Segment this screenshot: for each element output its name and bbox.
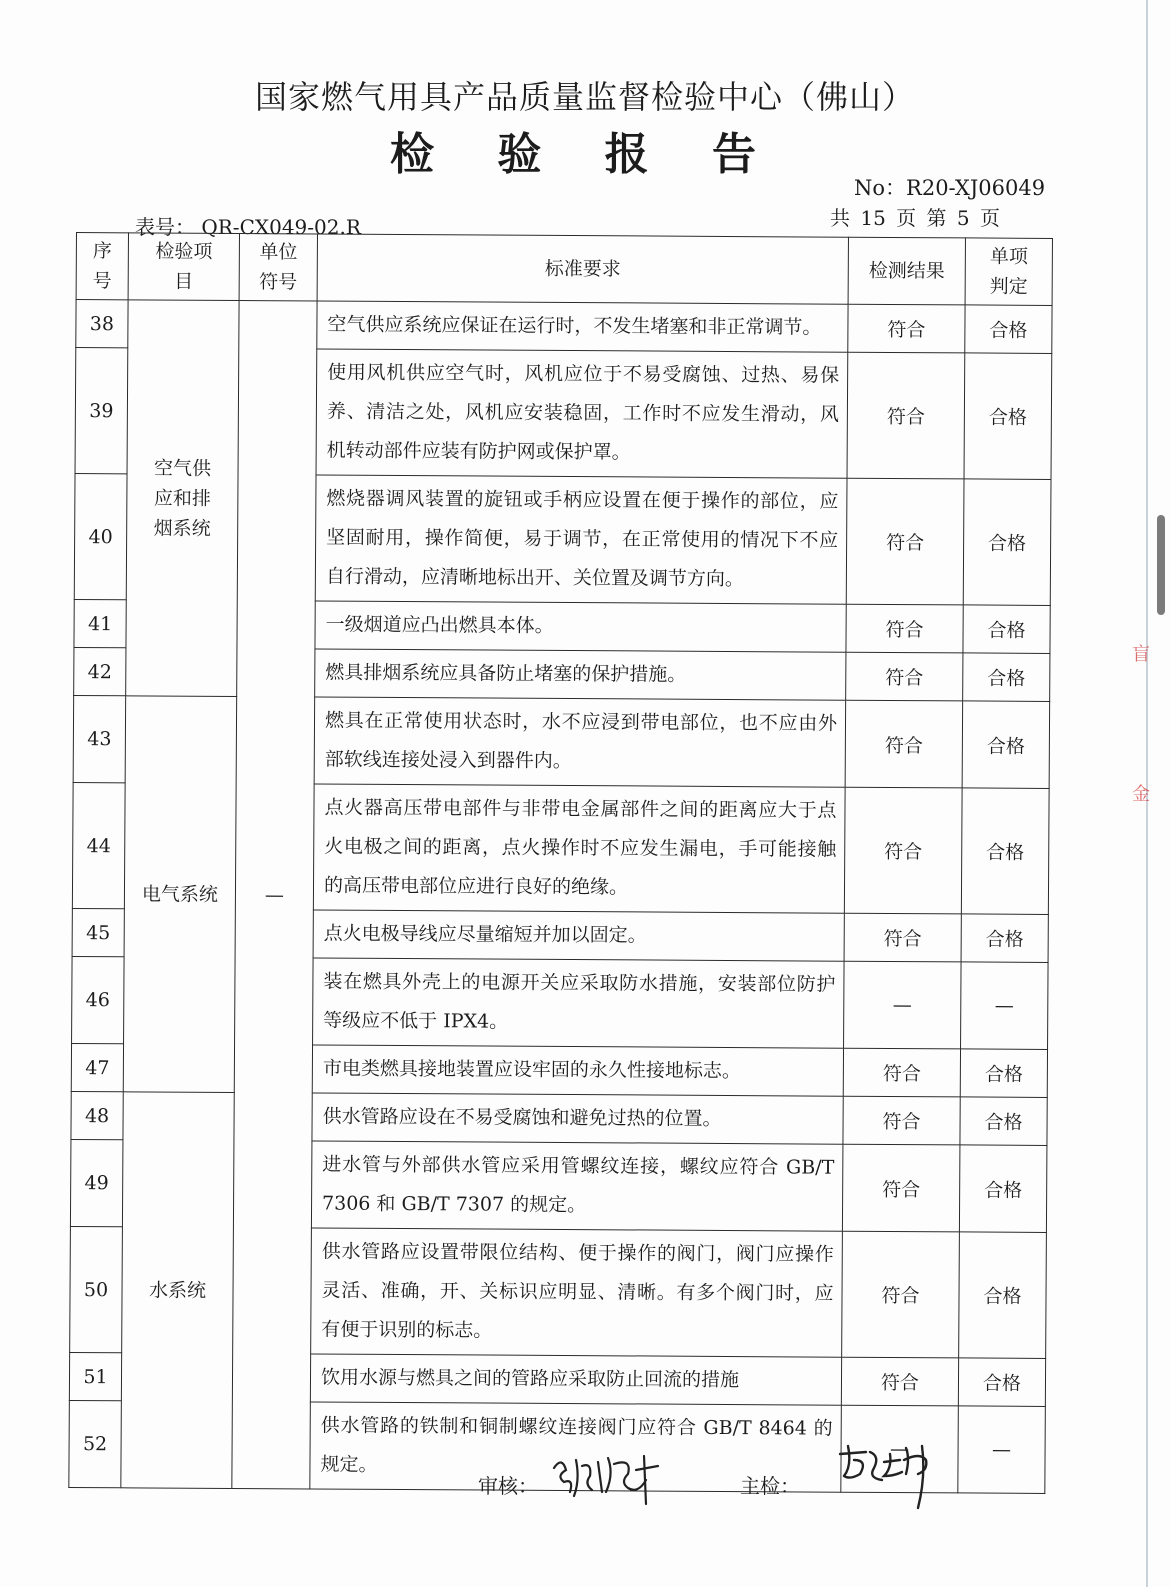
cell-seq: 52 <box>69 1400 122 1487</box>
review-label: 审核： <box>478 1474 538 1498</box>
cell-verdict: 合格 <box>962 701 1050 789</box>
cell-seq: 45 <box>72 908 124 956</box>
cell-result: 符合 <box>846 604 963 653</box>
cell-requirement: 使用风机供应空气时，风机应位于不易受腐蚀、过热、易保养、清洁之处，风机应安装稳固，工作时不应发生滑动，风机转动部件应装有防护网或保护罩。 <box>316 349 848 478</box>
cell-result: 符合 <box>844 787 962 914</box>
cell-seq: 44 <box>72 782 125 908</box>
cell-result: 符合 <box>846 652 963 701</box>
cell-verdict: 合格 <box>959 1145 1047 1233</box>
cell-seq: 43 <box>73 695 126 782</box>
inspection-table <box>68 232 1053 1494</box>
cell-seq: 47 <box>71 1043 123 1091</box>
cell-requirement: 供水管路应设置带限位结构、便于操作的阀门，阀门应操作灵活、准确，开、关标识应明显、清晰。有多个阀门时，应有便于识别的标志。 <box>311 1228 843 1357</box>
scrollbar-thumb[interactable] <box>1157 515 1165 615</box>
col-header-unit: 单位符号 <box>239 233 317 300</box>
cell-requirement: 点火器高压带电部件与非带电金属部件之间的距离应大于点火电极之间的距离，点火操作时不应发生漏电，手可能接触的高压带电部位应进行良好的绝缘。 <box>313 784 845 913</box>
cell-unit: — <box>232 300 317 1488</box>
table-row <box>76 300 1052 354</box>
cell-requirement: 装在燃具外壳上的电源开关应采取防水措施，安装部位防护等级应不低于 IPX4。 <box>313 958 845 1048</box>
cell-requirement: 供水管路应设在不易受腐蚀和避免过热的位置。 <box>312 1093 843 1144</box>
cell-verdict: 合格 <box>965 305 1052 354</box>
cell-verdict: — <box>961 962 1049 1050</box>
page-indicator: 共 15 页 第 5 页 <box>830 206 1000 230</box>
col-header-item: 检验项目 <box>128 233 239 301</box>
cell-requirement: 市电类燃具接地装置应设牢固的永久性接地标志。 <box>312 1045 843 1096</box>
cell-verdict: 合格 <box>960 1097 1047 1146</box>
cell-requirement: 空气供应系统应保证在运行时，不发生堵塞和非正常调节。 <box>317 301 848 352</box>
cell-category: 空气供应和排烟系统 <box>126 300 239 697</box>
col-header-result: 检测结果 <box>848 237 965 305</box>
cell-result: 符合 <box>847 352 965 479</box>
cell-result: 符合 <box>844 913 961 962</box>
cell-result: — <box>844 961 962 1049</box>
cell-requirement: 一级烟道应凸出燃具本体。 <box>315 601 846 652</box>
cell-seq: 50 <box>70 1226 123 1352</box>
cell-verdict: 合格 <box>963 479 1051 606</box>
stamp-fragment-icon: 盲 <box>1132 644 1150 665</box>
cell-seq: 39 <box>75 348 128 474</box>
cell-result: 符合 <box>843 1048 960 1097</box>
cell-result: 符合 <box>848 304 965 353</box>
cell-category: 水系统 <box>121 1092 234 1489</box>
cell-requirement: 进水管与外部供水管应采用管螺纹连接，螺纹应符合 GB/T 7306 和 GB/T 7307 的规定。 <box>311 1141 843 1231</box>
cell-result: — <box>841 1405 959 1493</box>
cell-category: 电气系统 <box>123 696 236 1093</box>
cell-requirement: 燃具排烟系统应具备防止堵塞的保护措施。 <box>315 649 846 700</box>
cell-seq: 42 <box>74 647 126 695</box>
col-header-seq: 序号 <box>76 233 128 300</box>
cell-requirement: 燃烧器调风装置的旋钮或手柄应设置在便于操作的部位，应坚固耐用，操作简便，易于调节，在正常使用的情况下不应自行滑动，应清晰地标出开、关位置及调节方向。 <box>315 475 847 604</box>
cell-result: 符合 <box>841 1357 958 1406</box>
form-number: 表号： QR-CX049-02.R <box>135 215 361 239</box>
cell-requirement: 燃具在正常使用状态时，水不应浸到带电部位，也不应由外部软线连接处浸入到器件内。 <box>314 697 846 787</box>
col-header-requirement: 标准要求 <box>317 234 848 304</box>
table-row <box>73 695 1050 788</box>
cell-result: 符合 <box>843 1096 960 1145</box>
report-subtitle: 检 验 报 告 <box>390 129 780 180</box>
report-number: No：R20-XJ06049 <box>854 176 1046 200</box>
review-signature <box>548 1448 668 1508</box>
page-title: 国家燃气用具产品质量监督检验中心（佛山） <box>254 78 915 116</box>
inspection-table-wrapper <box>68 232 1052 1494</box>
cell-result: 符合 <box>842 1144 960 1232</box>
cell-verdict: 合格 <box>963 605 1050 654</box>
stamp-fragment-icon: 金 <box>1132 784 1150 805</box>
cell-verdict: 合格 <box>959 1232 1047 1359</box>
inspector-signature <box>834 1440 944 1515</box>
cell-verdict: — <box>958 1406 1046 1494</box>
cell-requirement: 供水管路的铁制和铜制螺纹连接阀门应符合 GB/T 8464 的规定。 <box>310 1402 842 1492</box>
inspector-label: 主检： <box>740 1474 800 1498</box>
cell-result: 符合 <box>846 478 964 605</box>
cell-seq: 46 <box>72 956 125 1043</box>
table-row <box>71 1091 1047 1145</box>
cell-verdict: 合格 <box>960 1049 1047 1098</box>
cell-seq: 41 <box>74 599 126 647</box>
cell-verdict: 合格 <box>961 914 1048 963</box>
cell-verdict: 合格 <box>963 653 1050 702</box>
cell-result: 符合 <box>845 700 963 788</box>
cell-requirement: 点火电极导线应尽量缩短并加以固定。 <box>313 910 844 961</box>
cell-seq: 49 <box>70 1139 123 1226</box>
cell-verdict: 合格 <box>964 353 1052 480</box>
col-header-verdict: 单项判定 <box>965 238 1052 306</box>
cell-requirement: 饮用水源与燃具之间的管路应采取防止回流的措施 <box>310 1354 841 1405</box>
cell-seq: 40 <box>74 473 127 599</box>
cell-seq: 48 <box>71 1091 123 1139</box>
cell-seq: 38 <box>76 300 128 348</box>
table-header-row <box>76 233 1052 306</box>
cell-verdict: 合格 <box>958 1358 1045 1407</box>
cell-result: 符合 <box>842 1231 960 1358</box>
cell-verdict: 合格 <box>961 788 1049 915</box>
table-body <box>69 300 1052 1494</box>
cell-seq: 51 <box>69 1352 121 1400</box>
